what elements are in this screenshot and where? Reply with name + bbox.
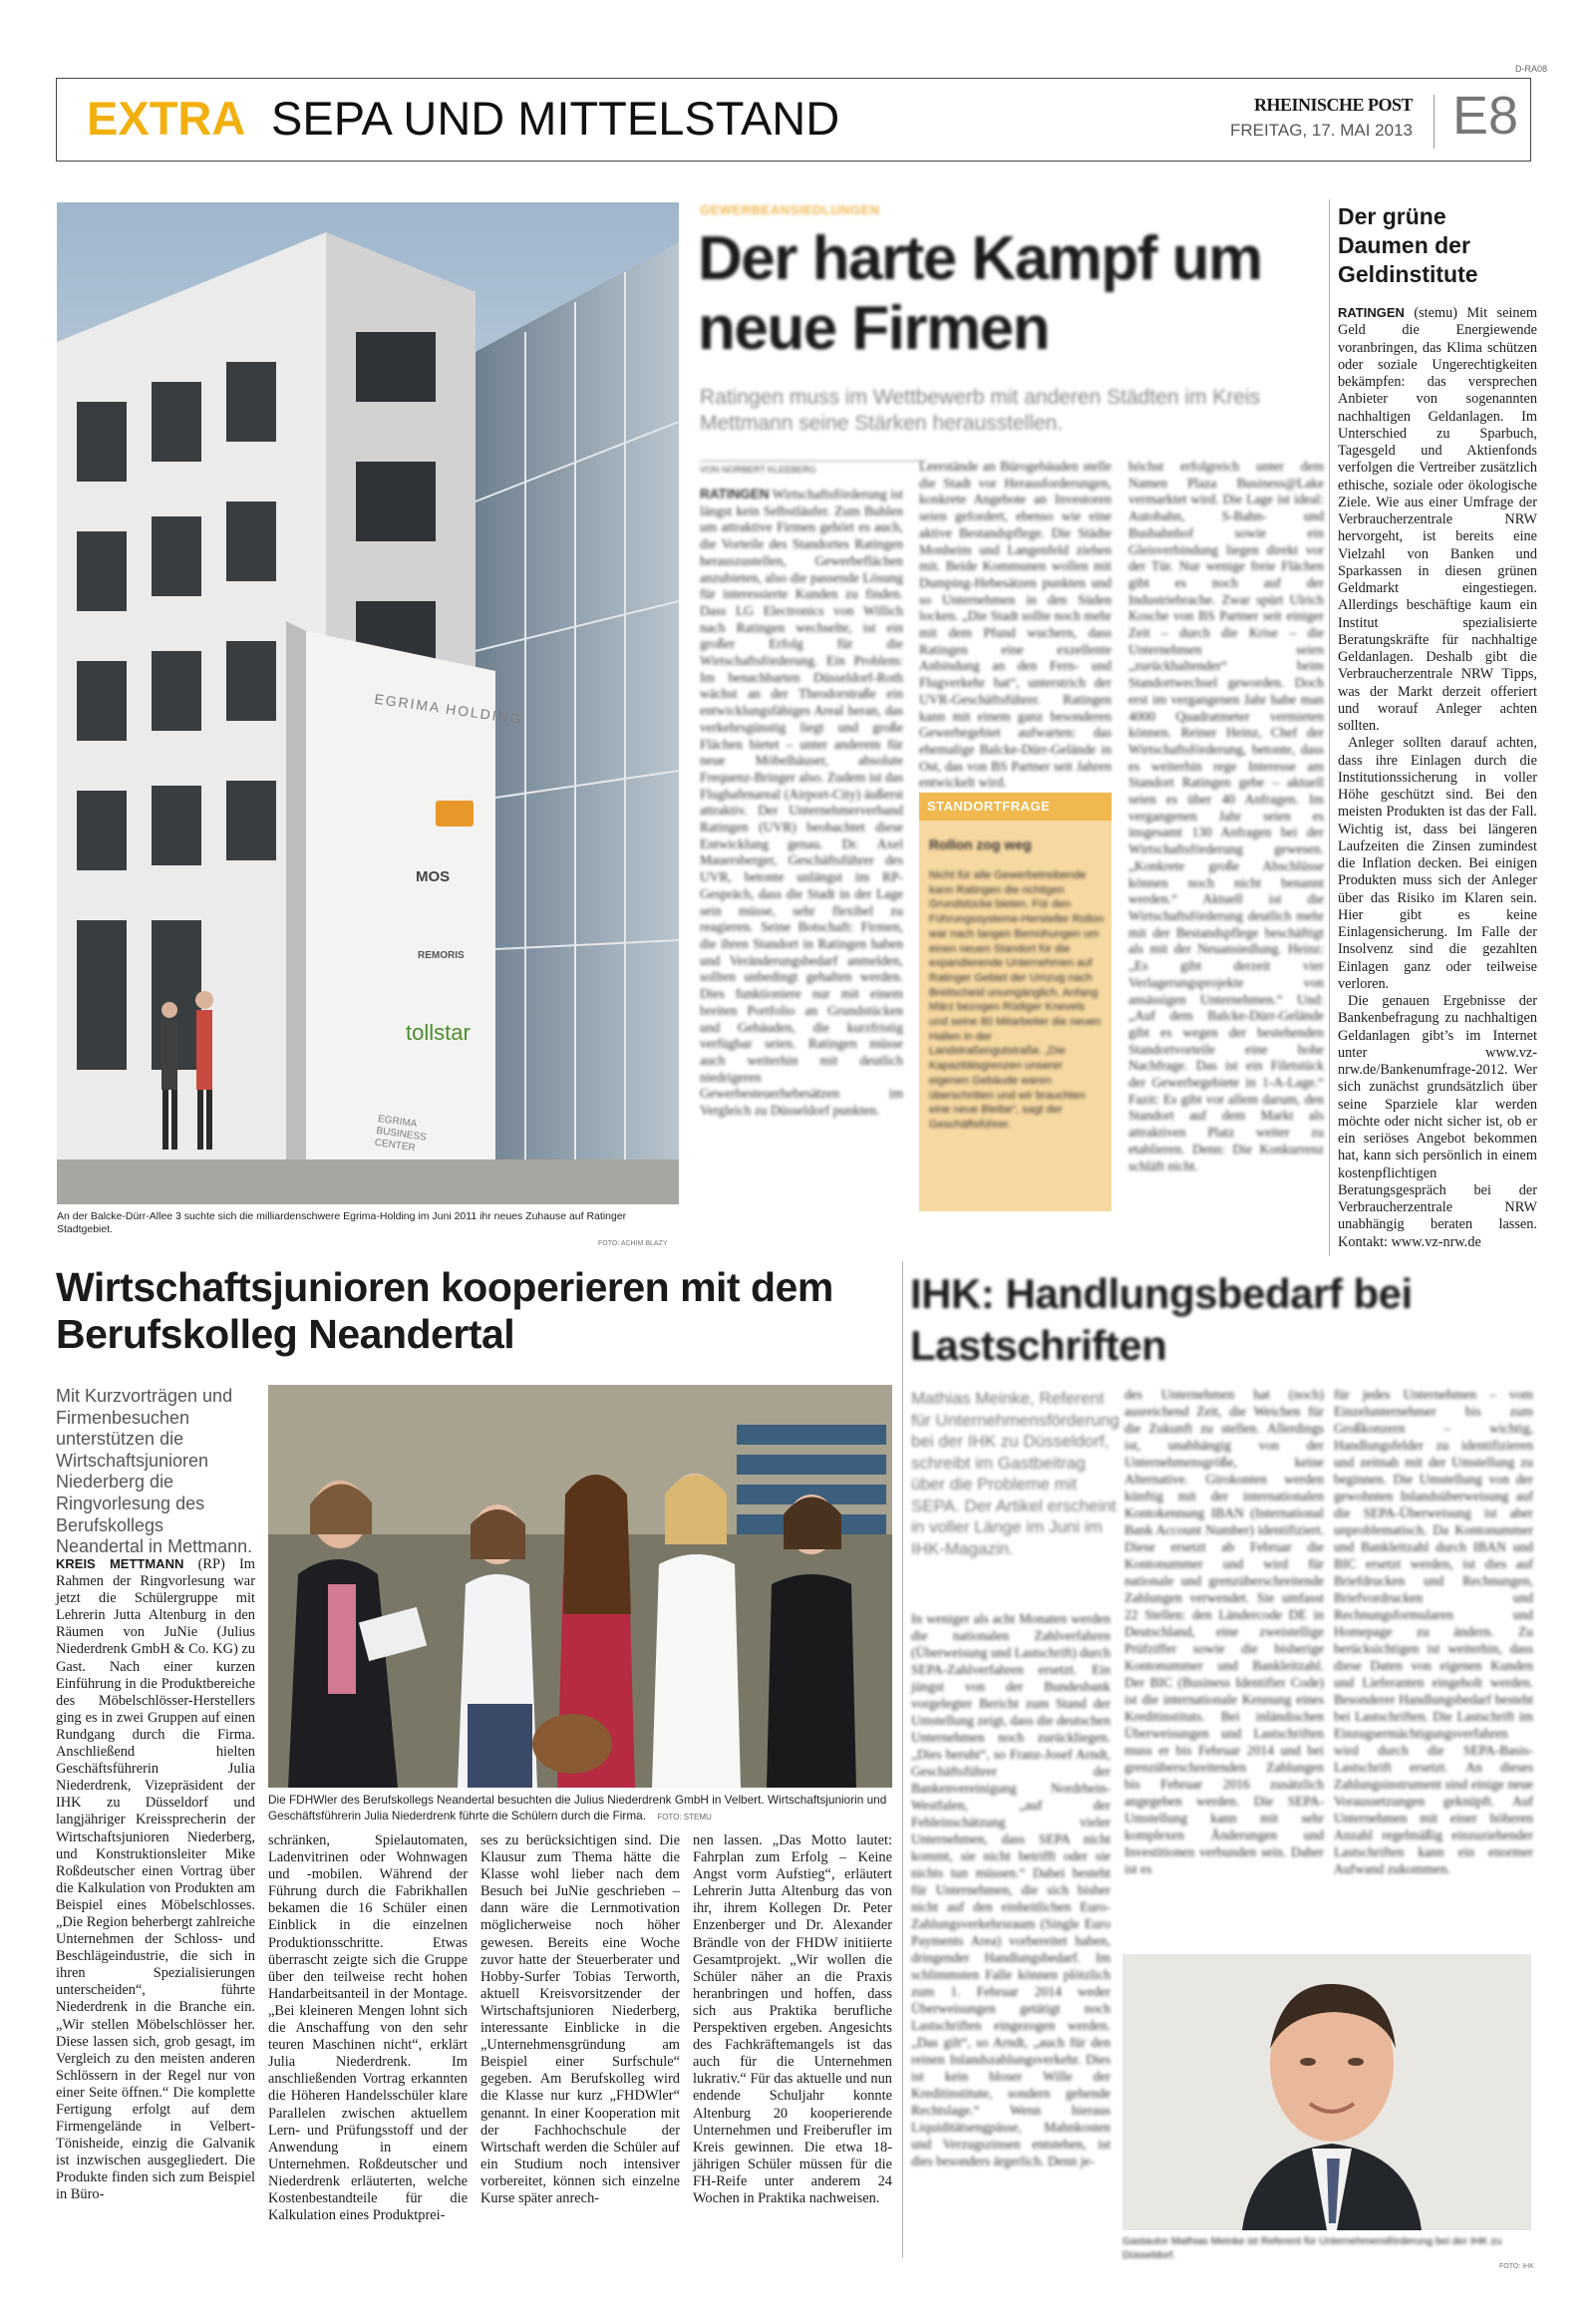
portrait-photo <box>1122 1954 1531 2230</box>
side-article-body <box>1338 304 1537 1251</box>
wj-article-column-3 <box>480 1832 680 2251</box>
main-article-kicker: GEWERBEANSIEDLUNGEN <box>700 202 880 217</box>
sign-logo-orange <box>436 801 474 827</box>
students-photo-credit: FOTO: STEMU <box>657 1812 712 1822</box>
students-photo-caption-text: Die FDHWler des Berufskollegs Neandertal besuchten die Julius Niederdrenk GmbH in Velbert. Wirtschaftsjuniorin und Geschäftsführerin Julia Niederdrenk führte die Schülern durch die Firma. <box>268 1793 887 1823</box>
wj-article-col1-text: (RP) Im Rahmen der Ringvorlesung war jetzt die Schülergruppe mit Lehrerin Jutta Altenburg in den Räumen von JuNie (Julius Niederdrenk GmbH & Co. KG) zu Gast. Nach einer kurzen Einführung in die Produktbereiche des Möbelschlösser-Herstellers ging es in zwei Gruppen auf einen Rundgang durch die Firma. Anschließend hielten Geschäftsführerin Julia Niederdrenk, Vizepräsident der IHK zu Düsseldorf und langjähriger Kreissprecherin der Wirtschaftsjunioren Niederberg, und Konstruktionsleiter Mike Roßdeutscher einen Vortrag über die Kalkulation von Produkten am Beispiel eines Möbelschlosses. „Die Region beherbergt zahlreiche Unternehmen der Schloss- und Beschlägeindustrie, die sich in ihren Spezialisierungen unterscheiden“, führte Niederdrenk in die Branche ein. „Wir stellen Möbelschlösser her. Diese lassen sich, grob gesagt, im Vergleich zu den meisten anderen Schlössern in der Regel nur von einer Seite öffnen.“ Die komplette Fertigung erfolgt auf dem Firmengelände in Velbert-Tönisheide, einzig die Galvanik ist inzwischen ausgegliedert. Die Produkte finden sich zum Beispiel in Büro- <box>56 1556 255 2203</box>
paper-name: RHEINISCHE POST <box>1253 95 1413 115</box>
ihk-article-col1-text: In weniger als acht Monaten werden die nationalen Zahlverfahren (Überweisung und Lastschrift) durch SEPA-Zahlverfahren ersetzt. Ein jüngst von der Bundesbank vorgelegter Bericht zum Stand der Umstellung zeigt, dass die deutschen Unternehmen noch zurückliegen. „Dies beruht“, so Franz-Josef Arndt, Geschäftsführer der Bankenvereinigung Nordrhein-Westfalen, „auf der Fehleinschätzung vieler Unternehmen, dass SEPA nicht kommt, sie nicht betrifft oder sie nichts tun müssen.“ Dabei besteht für Unternehmen, die sich bisher nicht auf den einheitlichen Euro-Zahlungsverkehrsraum (Single Euro Payments Area) vorbereitet haben, dringender Handlungsbedarf. Im schlimmsten Falle können plötzlich zum 1. Februar 2014 weder Überweisungen getätigt noch Lastschriften eingezogen werden. „Das gilt“, so Arndt, „auch für den reinen Inlandszahlungsverkehr. Dies ist kein bloser Wille der Kreditinstitute, sondern gehende Rechtslage.“ Wenn hieraus Liquiditätsengpässe, Mahnkosten und Verzugszinsen entstehen, ist dies besonders ärgerlich. Denn je- <box>911 1611 1111 2168</box>
wj-article-col2-text: schränken, Spielautomaten, Ladenvitrinen oder Wohnwagen und -mobilen. Während der Führung durch die Fabrikhallen bekamen die 16 Schüler einen Einblick in die einzelnen Produktionsschritte. Etwas überrascht zeigte sich die Gruppe über den teilweise recht hohen Handarbeitsanteil in der Montage. „Bei kleineren Mengen lohnt sich die Anschaffung von den sehr teuren Maschinen nicht“, erklärt Julia Niederdrenk. Im anschließenden Vortrag erkannten die Höheren Handelsschüler klare Parallelen zwischen aktuellem Lern- und Prüfungsstoff und der Anwendung in einem Unternehmen. Roßdeutscher und Niederdrenk erläuterten, welche Kostenbestandteile für die Kalkulation eines Produktprei- <box>268 1832 468 2224</box>
ihk-article-column-1 <box>911 1610 1111 2253</box>
sign-tollstar: tollstar <box>406 1020 471 1045</box>
tag-code: D-RA08 <box>1514 64 1547 74</box>
sign-mos: MOS <box>416 868 451 885</box>
main-article-column-3 <box>1128 459 1324 1228</box>
ihk-article-column-2 <box>1124 1386 1324 1939</box>
page-number: E8 <box>1451 86 1518 146</box>
side-article-headline: Der grüne Daumen der Geldinstitute <box>1338 203 1478 287</box>
ihk-article-intro: Mathias Meinke, Referent für Unternehmensförderung bei der IHK zu Düsseldorf, schreibt im Gastbeitrag über die Probleme mit SEPA. Der Artikel erscheint in voller Länge im Juni im IHK-Magazin. <box>911 1389 1119 1558</box>
infobox <box>919 793 1112 1211</box>
students-illustration <box>268 1385 892 1788</box>
wj-article-intro: Mit Kurzvorträgen und Firmenbesuchen unterstützen die Wirtschaftsjunioren Niederberg die Ringvorlesung des Berufskollegs Neandertal in Mettmann. <box>56 1386 253 1557</box>
portrait-illustration <box>1122 1954 1531 2230</box>
students-photo <box>268 1385 892 1788</box>
students-photo-caption <box>268 1793 892 1825</box>
main-article-headline: Der harte Kampf um neue Firmen <box>698 224 1262 363</box>
wj-article-column-4 <box>693 1832 892 2251</box>
main-article-col3-text: höchst erfolgreich unter dem Namen Plaza Business@Lake vermarktet wird. Die Lage ist ideal: Autobahn, S-Bahn- und Busbahnhof sowie ein Gleisverbindung liegen direkt vor der Tür. Nur wenige freie Flächen gibt es noch auf der Industriebrache. Zwar spürt Ulrich Kosche von BS Partner seit einiger Zeit – durch die Krise – die Unternehmen seien „zurückhaltender“ beim Standortwechsel geworden. Doch erst im vergangenen Jahr habe man 4000 Quadratmeter vermieten können. Reiner Heinz, Chef der Wirtschaftsförderung, betonte, dass es weiterhin rege Interesse am Standort Ratingen gebe – aktuell seien es über 40 Anfragen. Im vergangenen Jahr seien es insgesamt 130 Anfragen bei der Wirtschaftsförderung gewesen. „Konkrete große Abschlüsse können noch nicht benannt werden.“ Aktuell ist die Wirtschaftsförderung deutlich mehr mit der Bestandspflege beschäftigt als mit der Neuansiedlung. Heinz: „Es gibt derzeit vier Verlagerungsprojekte von ansässigen Unternehmen.“ Und: „Auf dem Balcke-Dürr-Gelände gibt es wegen der bestehenden Standortvorteile eine hohe Nachfrage. Das ist ein Filetstück der Gewerbegebiete in 1-A-Lage.“ Fazit: Es gibt vor allem darum, den Standort auf dem Markt als attraktiven Platz weiter zu etablieren. Denn: Die Konkurrenz schläft nicht. <box>1128 459 1324 1173</box>
portrait-photo-credit: FOTO: IHK <box>1499 2263 1534 2270</box>
section-kicker: EXTRA <box>87 92 246 145</box>
building-photo <box>57 202 679 1204</box>
ihk-article-column-3 <box>1334 1386 1533 1939</box>
infobox-kicker: STANDORTFRAGE <box>919 793 1112 821</box>
paper-date: FREITAG, 17. MAI 2013 <box>1230 121 1413 140</box>
main-article-column-2 <box>919 459 1112 791</box>
sign-remoris: REMORIS <box>418 950 465 961</box>
wj-article-dateline: KREIS METTMANN <box>56 1556 184 1571</box>
page-header <box>56 78 1531 162</box>
side-article-dateline: RATINGEN <box>1338 305 1405 320</box>
building-photo-credit: FOTO: ACHIM BLAZY <box>598 1240 668 1247</box>
side-article-text-1: (stemu) Mit seinem Geld die Energiewende voranbringen, das Klima schützen oder soziale Ungerechtigkeiten bekämpfen: das versprechen Anbieter von sogenannten nachhaltigen Geldanlagen. Im Unterschied zu Sparbuch, Tagesgeld und Aktienfonds verfolgen die Vertreiber zusätzlich ethische, soziale oder ökologische Ziele. Wie aus einer Umfrage der Verbraucherzentrale NRW hervorgeht, ist bereits eine Vielzahl von Banken und Sparkassen in diesen grünen Geldmarkt eingestiegen. Allerdings beschäftige kaum ein Institut spezialisierte Beratungskräfte für nachhaltige Geldanlagen. Deshalb gibt die Verbraucherzentrale NRW Tipps, was der Markt derzeit offeriert und worauf Anleger achten sollten. <box>1338 305 1537 734</box>
ihk-article-col3-text: für jedes Unternehmen – vom Einzelunternehmer bis zum Großkonzern – wichtig, Handlungsfelder zu identifizieren und zeitnah mit der Umstellung zu beginnen. Die Umstellung von der gewohnten Inlandsüberweisung auf die SEPA-Überweisung ist aber unproblematisch. Da Kontonummer und Bankleitzahl durch IBAN und BIC ersetzt werden, ist dies auf Briefdrucken und Rechnungen, Briefvordrucken und Rechnungsformularen und Homepage zu ändern. Zu berücksichtigen ist weiterhin, dass diese Daten von eigenen Kunden und Lieferanten eingeholt werden. Besonderer Handlungsbedarf besteht bei Lastschriften. Die Lastschrift im Einzugsermächtigungsverfahren wird durch die SEPA-Basis-Lastschrift ersetzt. An dieses Zahlungsinstrument sind einige neue Voraussetzungen geknüpft. Auf Unternehmen mit einer höheren Anzahl regelmäßig einzuziehender Lastschriften kann ein enormer Aufwand zukommen. <box>1334 1387 1533 1876</box>
building-illustration <box>57 202 679 1204</box>
main-article-dateline: RATINGEN <box>700 487 770 501</box>
main-article-col2-text: Leerstände an Bürogebäuden stelle die Stadt vor Herausforderungen, konkrete Angebote an Investoren seien gefordert, ebenso wie eine aktive Bestandspflege. Die Städte Monheim und Langenfeld ziehen mit. Beide Kommunen wollen mit Dumping-Hebesätzen punkten und so Unternehmen in den Süden locken. „Die Stadt sollte noch mehr mit dem Pfund wuchern, dass Ratingen eine exzellente Anbindung an den Fern- und Flugverkehr hat“, unterstrich der UVR-Geschäftsführer. Ratingen kann mit einem ganz besonderen Gewerbegebiet aufwarten: das ehemalige Balcke-Dürr-Gelände in Ost, das von BS Partner seit Jahren entwickelt wird. <box>919 459 1112 791</box>
wj-article-col3-text: ses zu berücksichtigen sind. Die Klausur zum Thema hätte die Klasse wohl lieber nach dem Besuch bei JuNie geschrieben – dann wäre die Lernmotivation möglicherweise noch höher gewesen. Bereits eine Woche zuvor hatte der Steuerberater und Hobby-Surfer Tobias Terworth, aktuell Kreisvorsitzender der Wirtschaftsjunioren Niederberg, interessante Einblicke in die „Unternehmensgründung am Beispiel einer Surfschule“ gegeben. Am Berufskolleg wird die Klasse nur kurz „FHDWler“ genannt. In einer Kooperation mit der Fachhochschule der Wirtschaft werden die Schüler auf ein Studium noch intensiver vorbereitet, können sich einzelne Kurse später anrech- <box>480 1832 680 2206</box>
section-title: SEPA UND MITTELSTAND <box>271 92 840 145</box>
wj-article-column-2 <box>268 1832 468 2251</box>
portrait-photo-caption: Gastautor Mathias Meinke ist Referent für Unternehmensförderung bei der IHK zu Düsseldorf. <box>1122 2235 1502 2261</box>
main-article-col1-text: Wirtschaftsförderung ist längst kein Selbstläufer. Zum Buhlen um attraktive Firmen gehört es auch, die Vorteile des Standortes Ratingen herauszustellen, Gewerbeflächen anzubieten, also die passende Lösung für interessierte Kunden zu finden. Dass LG Electronics von Willich nach Ratingen wechselte, ist ein großer Erfolg für die Wirtschaftsförderung. Ein Problem: Im benachbarten Düsseldorf-Roth wächst an der Theodorstraße ein entwicklungsfähiges Areal heran, das verkehrsgünstig liegt und große Flächen bietet – unter anderem für neue Möbelhäuser, absolute Frequenz-Bringer also. Zudem ist das Flughafenareal (Airport-City) äußerst attraktiv. Der Unternehmerverband Ratingen (UVR) beobachtet diese Entwicklung genau. Dr. Axel Mauersberger, Geschäftsführer des UVR, betonte unlängst im RP-Gespräch, dass die Stadt in der Lage sein müsse, sehr flexibel zu reagieren. Seine Botschaft: Firmen, die ihren Standort in Ratingen haben und Veränderungsbedarf anmelden, sollten unbedingt gehalten werden. Dies funktioniere nur mit einem breiten Portfolio an Grundstücken und Gebäuden, die kurzfristig verfügbar seien. Ratingen müsse auch weiterhin mit deutlich niedrigeren Gewerbesteuerhebesätzen im Vergleich zu Düsseldorf punkten. <box>700 487 903 1119</box>
wj-article-col4-text: nen lassen. „Das Motto lautet: Fahrplan zum Erfolg – Keine Angst vorm Aufstieg“, erläutert Lehrerin Jutta Altenburg das von ihr, ihrem Kollegen Dr. Peter Enzenberger und Dr. Alexander Brändle von der FHDW initiierte Gesamtprojekt. „Wir wollen die Schüler näher an die Praxis heranbringen und hoffen, dass sich aus Praktika berufliche Perspektiven ergeben. Angesichts des Fachkräftemangels ist das auch für die Unternehmen lukrativ.“ Für das aktuelle und nun endende Schuljahr konnte Altenburg 20 kooperierende Unternehmen und Freiberufler im Kreis gewinnen. Die etwa 18-jährigen Schüler müssen für die FH-Reife unter anderem 24 Wochen in Praktika nachweisen. <box>693 1832 892 2206</box>
infobox-text: Nicht für alle Gewerbetreibende kann Ratingen die richtigen Grundstücke bieten. Für den Führungssysteme-Hersteller Rollon war nach langen Bemühungen um einen neuen Standort für die expandierende Unternehmen auf Ratinger Gebiet der Umzug nach Breitscheid unumgänglich. Anfang März bezogen Rüdiger Knevels und seine 80 Mitarbeiter die neuen Hallen in der Landstraßengutstraße. „Die Kapazitätsgrenzen unserer eigenen Gebäude waren überschritten und wir brauchten eine neue Bleibe“, sagt der Geschäftsführer. <box>929 869 1105 1131</box>
main-article-column-1 <box>700 487 903 1229</box>
building-photo-caption: An der Balcke-Dürr-Allee 3 suchte sich die milliardenschwere Egrima-Holding im Juni 2011 ihr neues Zuhause auf Ratinger Stadtgebiet. <box>57 1210 627 1235</box>
ihk-article-headline: IHK: Handlungsbedarf bei Lastschriften <box>910 1270 1413 1369</box>
column-rule <box>902 1261 903 2258</box>
wj-article-headline: Wirtschaftsjunioren kooperieren mit dem Berufskolleg Neandertal <box>56 1264 833 1357</box>
sign-egrima-center: EGRIMA BUSINESS CENTER <box>374 1113 428 1155</box>
infobox-title: Rollon zog weg <box>929 836 1032 852</box>
ihk-article-col2-text: des Unternehmen hat (noch) ausreichend Zeit, die Weichen für die Zukunft zu stellen. Allerdings ist, unabhängig von der Unternehmensgröße, keine Alternative. Girokonten werden künftig mit der internationalen Kontokennung IBAN (International Bank Account Number) identifiziert. Diese ersetzt ab Februar die Kontonummer und wird für nationale und grenzüberschreitende Zahlungen verwendet. Sie umfasst 22 Stellen: den Ländercode DE in Deutschland, eine zweistellige Prüfziffer sowie die bisherige Kontonummer und Bankleitzahl. Der BIC (Business Identifier Code) ist die internationale Kennung eines Kreditinstituts. Bei inländischen Überweisungen und Lastschriften muss er bis Februar 2014 und bei grenzüberschreitenden Zahlungen bis Februar 2016 zusätzlich angegeben werden. Die SEPA-Umstellung kann mit sehr komplexen Änderungen und Investitionen verbunden sein. Daher ist es <box>1124 1387 1324 1876</box>
main-article-byline: VON NORBERT KLEEBERG <box>700 461 927 475</box>
sign-egrima-holding: EGRIMA HOLDING <box>373 690 524 728</box>
side-article-text-3: Die genauen Ergebnisse der Bankenbefragung zu nachhaltigen Geldanlagen gibt’s im Internet unter www.vz-nrw.de/Bankenumfrage-2012. Wer sich zunächst grundsätzlich über seine Sparziele klar werden möchte oder nicht sicher ist, ob er ein seriöses Angebot bekommen hat, kann sich persönlich in einem kostenpflichtigen Beratungsgespräch bei der Verbraucherzentrale NRW unabhängig beraten lassen. Kontakt: www.vz-nrw.de <box>1338 993 1537 1250</box>
main-article-subhead: Ratingen muss im Wettbewerb mit anderen Städten im Kreis Mettmann seine Stärken herausstellen. <box>700 386 1261 435</box>
header-divider <box>1434 95 1435 149</box>
wj-article-column-1 <box>56 1555 255 2253</box>
side-article-text-2: Anleger sollten darauf achten, dass ihre Einlagen durch die Institutionssicherung in voller Höhe geschützt sind. Bei den meisten Produkten ist das der Fall. Wichtig ist, dass bei längeren Laufzeiten die Zinsen zumindest die Inflation decken. Bei einigen Produkten muss sich der Anleger über das Risiko im Klaren sein. Hier gibt es keine Einlagensicherung. Im Falle der Insolvenz sind die gezahlten Einlagen ganz oder teilweise verloren. <box>1338 735 1537 992</box>
column-rule <box>1329 199 1330 1256</box>
